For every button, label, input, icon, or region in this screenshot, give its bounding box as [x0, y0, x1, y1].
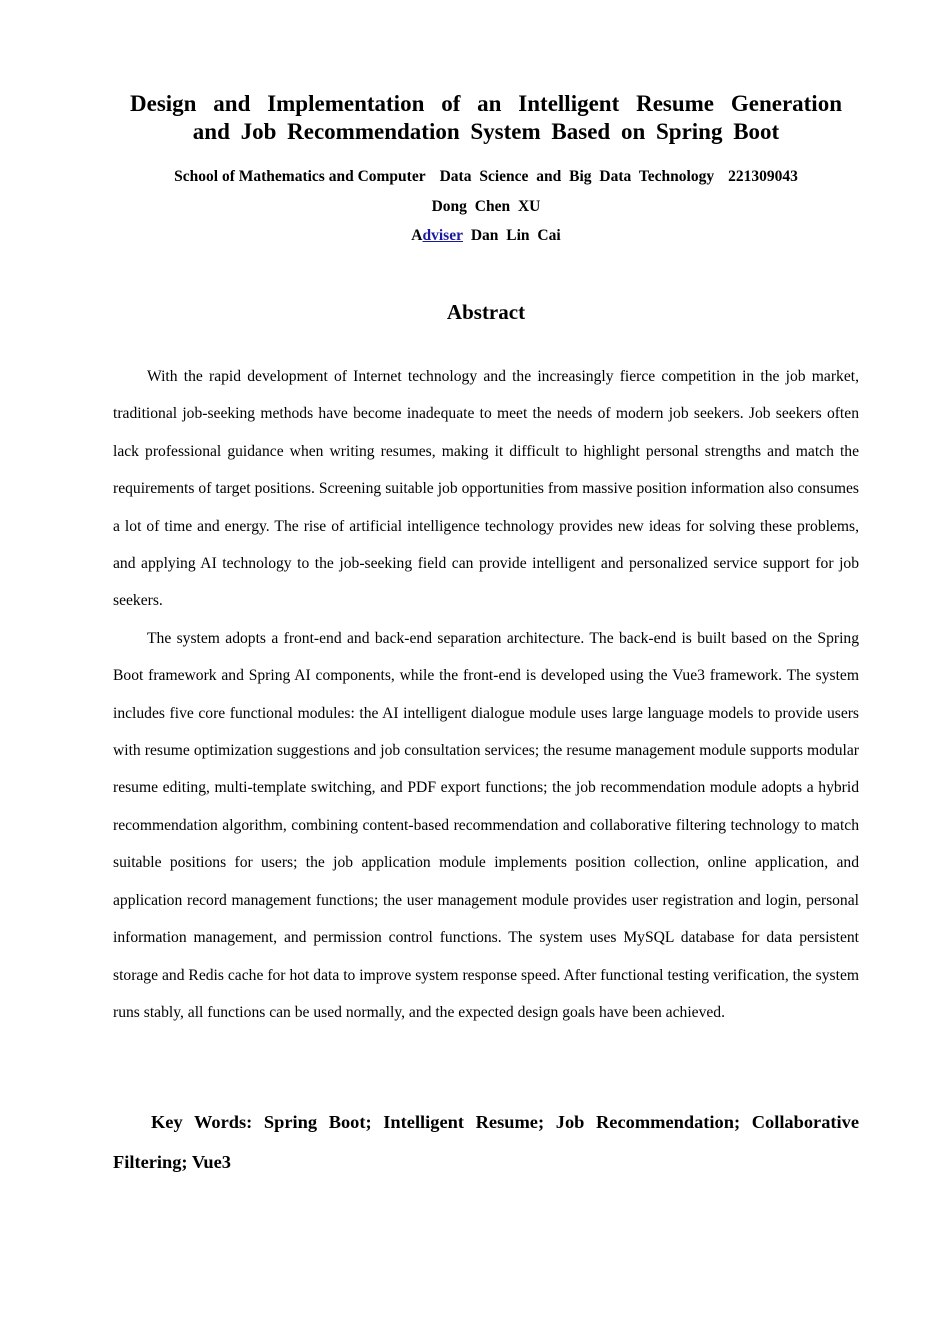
abstract-paragraph-2: The system adopts a front-end and back-end separation architecture. The back-end is built based on the Spring Boot framework and Spring AI components, while the front-end is developed using the Vue3 framework. The system includes five core functional modules: the AI intelligent dialogue module uses large language models to provide users with resume optimization suggestions and job consultation services; the resume management module supports modular resume editing, multi-template switching, and PDF export functions; the job recommendation module adopts a hybrid recommendation algorithm, combining content-based recommendation and collaborative filtering technology to match suitable positions for users; the job application module implements position collection, online application, and application record management functions; the user management module provides user registration and login, personal information management, and permission control functions. The system uses MySQL database for data persistent storage and Redis cache for hot data to improve system response speed. After functional testing verification, the system runs stably, all functions can be used normally, and the expected design goals have been achieved. — [113, 629, 859, 1021]
adviser-line — [100, 227, 872, 245]
title-line-2: and Job Recommendation System Based on Spring Boot — [192, 119, 780, 144]
abstract-body — [113, 358, 859, 1031]
abstract-heading: Abstract — [446, 300, 526, 324]
keywords: Key Words: Spring Boot; Intelligent Resume; Job Recommendation; Collaborative Filtering; Vue3 — [113, 1112, 859, 1172]
title-line-1: Design and Implementation of an Intelligent Resume Generation — [130, 91, 842, 116]
affiliation-line — [100, 168, 872, 186]
adviser-name: Dan Lin Cai — [470, 227, 561, 244]
adviser-prefix: A — [411, 227, 423, 244]
major-name: Data Science and Big Data Technology — [439, 168, 715, 185]
school-name: School of Mathematics and Computer — [174, 168, 426, 185]
paper-title — [130, 90, 842, 146]
abstract-paragraph-1: With the rapid development of Internet technology and the increasingly fierce competition in the job market, traditional job-seeking methods have become inadequate to meet the needs of modern job seekers. Job seekers often lack professional guidance when writing resumes, making it difficult to highlight personal strengths and match the requirements of target positions. Screening suitable job opportunities from massive position information also consumes a lot of time and energy. The rise of artificial intelligence technology provides new ideas for solving these problems, and applying AI technology to the job-seeking field can provide intelligent and personalized service support for job seekers. — [113, 368, 859, 610]
student-id: 221309043 — [728, 168, 798, 185]
author-name: Dong Chen XU — [431, 198, 541, 215]
adviser-link[interactable]: dviser — [422, 227, 463, 244]
